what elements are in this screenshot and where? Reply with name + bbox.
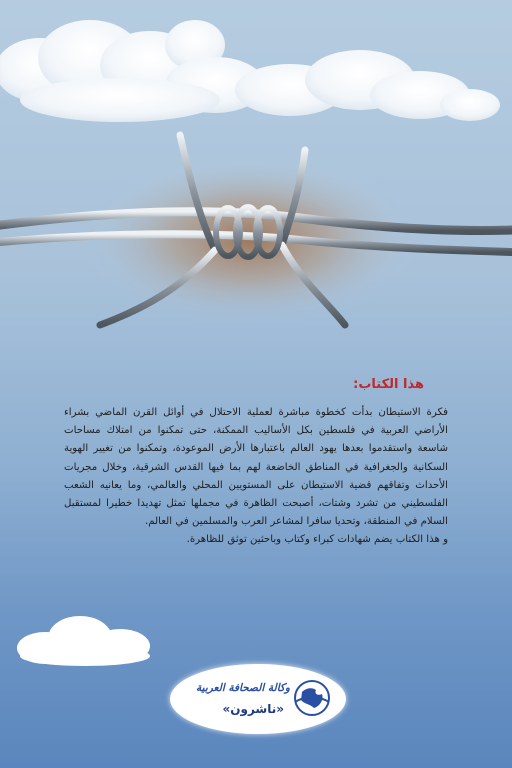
globe-logo-icon (292, 678, 332, 718)
publishers-label: «ناشرون» (222, 702, 284, 716)
section-heading: هذا الكتاب: (353, 377, 424, 392)
description-paragraph-2: و هذا الكتاب يضم شهادات كبراء وكتاب وباحثين توثق للظاهرة. (186, 534, 448, 546)
bottom-cloud (10, 610, 160, 670)
description-paragraph-1: فكرة الاستيطان بدأت كخطوة مباشرة لعملية الاحتلال في أوائل القرن الماضي بشراء الأراضي العربية في فلسطين بكل الأساليب الممكنة، حتى تمكنوا من امتلاك مساحات شاسعة واستقدموا بعدها يهود العالم باعتبارها الأرض الموعودة، وتمكنوا من تغيير الهوية السكانية والجغرافية في المناطق الخاضعة لهم بما فيها القدس الشرقية، وخلال مجريات الأحداث وتفاقهم قضية الاستيطان على المستويين المحلي والعالمي، وما يعانيه الشعب الفلسطيني من تشرد وشتات، أصبحت الظاهرة في مجملها تمثل تهديدا خطيرا لمستقبل السلام في المنطقة، وتحديا سافرا لمشاعر العرب والمسلمين في العالم. (64, 407, 448, 528)
agency-name: وكالة الصحافة العربية (196, 682, 290, 694)
publisher-logo (170, 664, 346, 734)
barbed-wire-graphic (0, 120, 512, 350)
book-description (64, 404, 448, 550)
